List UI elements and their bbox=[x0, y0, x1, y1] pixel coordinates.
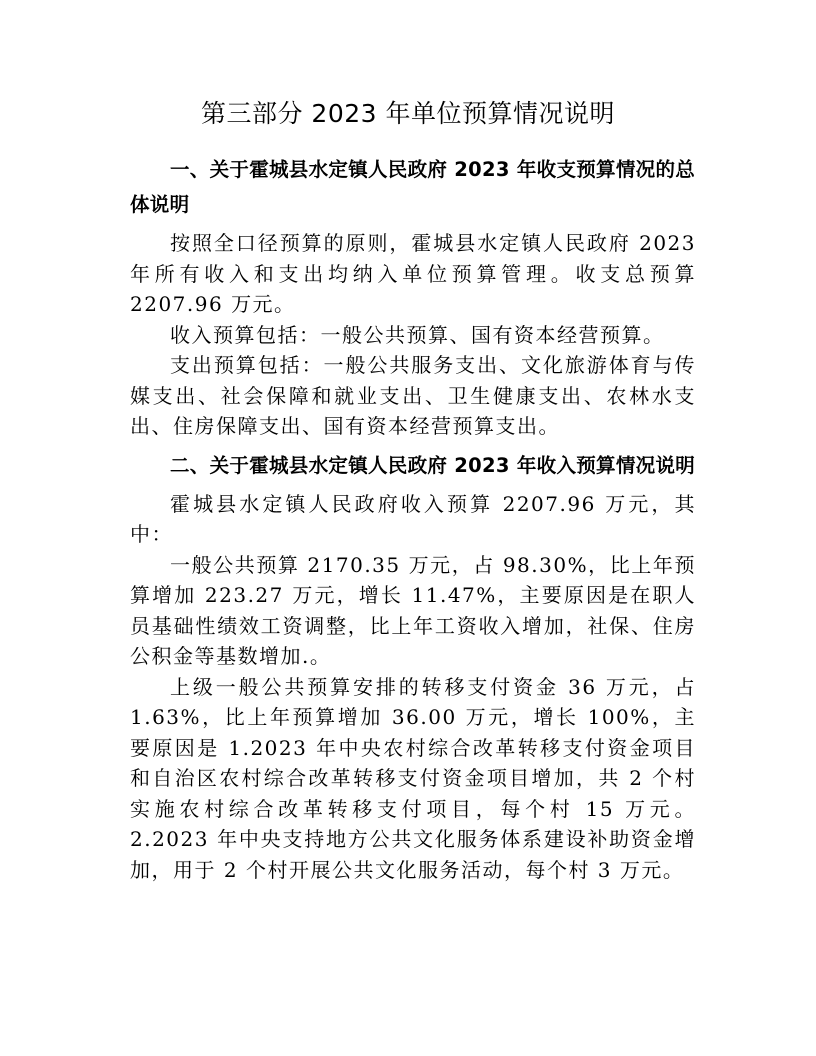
section-2-paragraph-2: 一般公共预算 2170.35 万元，占 98.30%，比上年预算增加 223.27 万元，增长 11.47%，主要原因是在职人员基础性绩效工资调整，比上年工资收入增加，社保、住房公积金等基数增加.。 bbox=[130, 552, 696, 668]
section-1-paragraph-1: 按照全口径预算的原则，霍城县水定镇人民政府 2023 年所有收入和支出均纳入单位预算管理。收支总预算 2207.96 万元。 bbox=[130, 231, 696, 316]
section-1-paragraph-3: 支出预算包括：一般公共服务支出、文化旅游体育与传媒支出、社会保障和就业支出、卫生健康支出、农林水支出、住房保障支出、国有资本经营预算支出。 bbox=[130, 353, 696, 438]
section-2-heading: 二、关于霍城县水定镇人民政府 2023 年收入预算情况说明 bbox=[170, 453, 696, 477]
section-1-heading: 一、关于霍城县水定镇人民政府 2023 年收支预算情况的总体说明 bbox=[130, 158, 696, 216]
section-1-paragraph-2: 收入预算包括：一般公共预算、国有资本经营预算。 bbox=[170, 322, 665, 347]
document-body bbox=[130, 152, 696, 885]
section-2-paragraph-3: 上级一般公共预算安排的转移支付资金 36 万元，占 1.63%，比上年预算增加 36.00 万元，增长 100%，主要原因是 1.2023 年中央农村综合改革转移支付资金项目和自治区农村综合改革转移支付资金项目增加，共 2 个村实施农村综合改革转移支付项目，每个村 15 万元。2.2023 年中央支持地方公共文化服务体系建设补助资金增加，用于 2 个村开展公共文化服务活动，每个村 3 万元。 bbox=[130, 674, 696, 882]
page-title: 第三部分 2023 年单位预算情况说明 bbox=[200, 99, 616, 128]
section-2-paragraph-1: 霍城县水定镇人民政府收入预算 2207.96 万元，其中： bbox=[130, 491, 696, 546]
